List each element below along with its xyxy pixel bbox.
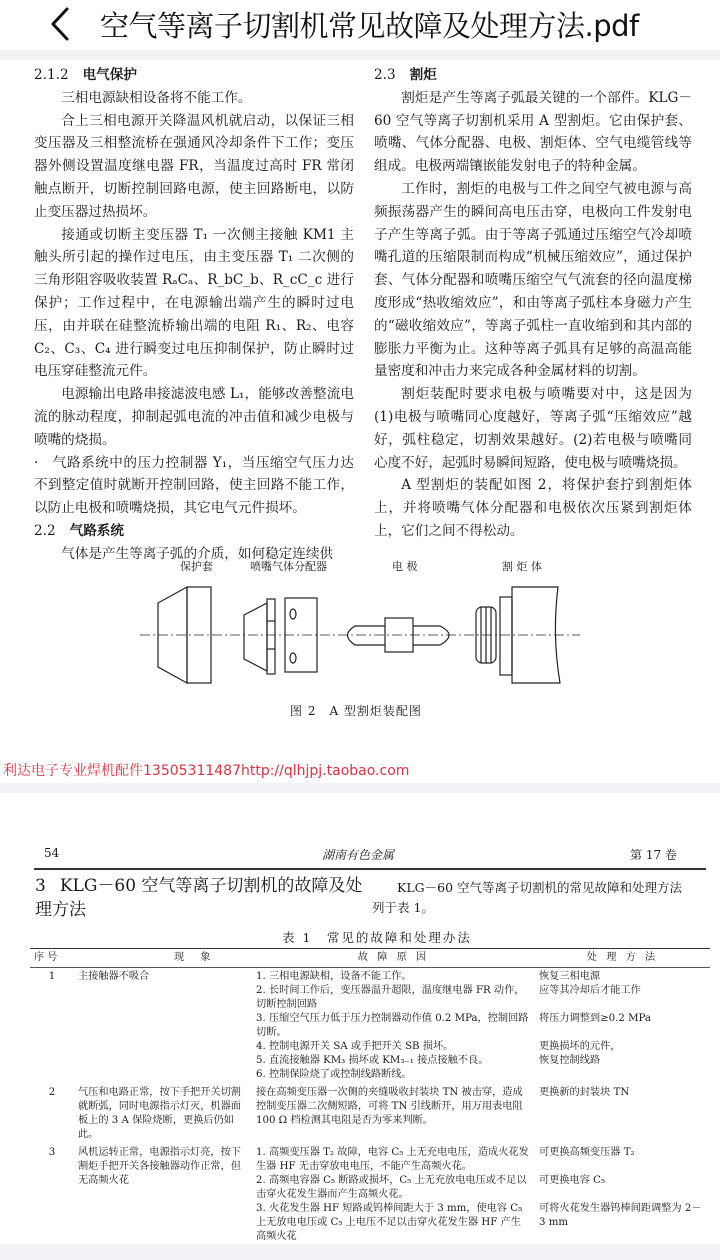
header-phenomenon: 现 象 (74, 949, 252, 968)
row-causes (252, 1084, 535, 1144)
table-caption: 表 1 常见的故障和处理办法 (282, 930, 472, 945)
viewer-top-bar (0, 0, 720, 50)
cause-item: 2. 高频电容器 C₅ 断路或损坏，C₅ 上无充放电电压或不足以击穿火花发生器而产生高频火花。 (256, 1175, 527, 1200)
section-heading-3: 3 KLG－60 空气等离子切割机的故障及处理方法 (35, 876, 363, 920)
row-causes (252, 968, 535, 1085)
fix-item (539, 1188, 706, 1202)
table-row (30, 1084, 710, 1144)
row-number: 2 (48, 1087, 56, 1098)
cause-item: 3. 火花发生器 HF 短路或钨棒间距大于 3 mm，使电容 C₅ 上无放电电压或 C₅ 上电压不足以击穿火花发生器 HF 产生高频火花 (256, 1203, 523, 1242)
page-separator (0, 783, 720, 793)
section-heading-2-3: 2.3 割炬 (374, 67, 437, 83)
row-number: 3 (48, 1147, 56, 1158)
paragraph: A 型割炬的装配如图 2，将保护套拧到割炬体上，并将喷嘴气体分配器和电极依次压紧到割炬体上，它们之间不得松动。 (374, 477, 692, 539)
back-button[interactable] (46, 6, 76, 42)
paragraph: 合上三相电源开关降温风机就启动，以保证三相变压器及三相整流桥在强通风冷却条件下工作；变压器外侧设置温度继电器 FR，当温度过高时 FR 常闭触点断开，切断控制回路电源，使主回路断电，以防止变压器过热损坏。 (34, 112, 354, 220)
fault-table-body (30, 968, 710, 1247)
cause-item: 3. 压缩空气压力低于压力控制器动作值 0.2 MPa，控制回路切断。 (256, 1013, 529, 1038)
cause-item: 1. 三相电源缺相，设备不能工作。 (256, 971, 412, 982)
fault-table (30, 948, 710, 1246)
paragraph: · 气路系统中的压力控制器 Y₁，当压缩空气压力达不到整定值时就断开控制回路，使主回路不能工作，以防止电极和喷嘴烧损，其它电气元件损坏。 (34, 454, 354, 517)
distributor-hole (290, 653, 296, 663)
nozzle-cone (244, 603, 267, 671)
fix-item (539, 1026, 706, 1040)
header-fix: 处 理 方 法 (535, 949, 710, 968)
nozzle-flange (267, 599, 275, 674)
figure-label-torch-body: 割 炬 体 (502, 560, 542, 573)
right-column (374, 64, 692, 543)
electrode-left-tip (348, 626, 386, 645)
table-row (30, 1144, 710, 1246)
table-row (30, 968, 710, 1085)
paragraph: 割炬装配时要求电极与喷嘴要对中，这是因为(1)电极与喷嘴同心度越好，等离子弧“压缩效应”越好，弧柱稳定，切割效果越好。(2)若电极与喷嘴同心度不好，起弧时易瞬间短路，使电极与喷嘴烧损。 (374, 386, 692, 471)
journal-name: 湖南有色金属 (322, 848, 395, 862)
cause-item: 接在高频变压器一次侧的夹缝吸收封装块 TN 被击穿，造成控制变压器二次侧短路，可将 TN 引线断开，用万用表电阻 100 Ω 档检测其电阻是否为零来判断。 (256, 1087, 523, 1126)
figure-label-nozzle-distributor: 喷嘴气体分配器 (250, 560, 327, 573)
fix-item: 可将火花发生器钨棒间距调整为 2－3 mm (539, 1203, 702, 1228)
paragraph: 接通或切断主变压器 T₁ 一次侧主接触 KM1 主触头所引起的操作过电压，由主变压器 T₁ 二次侧的三角形阻容吸收装置 RₐCₐ、R_bC_b、R_cC_c 进行保护；工作过程中，在电源输出端产生的瞬时过电压，由并联在硅整流桥输出端的电阻 R₁、R₂、电容 C₂、C₃、C₄ 进行瞬变过电压抑制保护，防止瞬时过电压穿硅整流元件。 (34, 226, 354, 380)
row-causes (252, 1144, 535, 1246)
header-rule (34, 868, 706, 870)
cause-item: 4. 控制电源开关 SA 或手把开关 SB 损坏。 (256, 1041, 454, 1052)
table-header-row (30, 949, 710, 968)
figure-label-shield: 保护套 (180, 560, 213, 573)
fix-item: 更换损坏的元件， (539, 1041, 621, 1052)
section-heading-2-1-2: 2.1.2 电气保护 (34, 67, 137, 83)
electrode-right-tip (413, 626, 449, 645)
row-fixes (535, 1144, 710, 1246)
cause-item: 5. 直流接触器 KM₃ 损坏或 KM₃₋₁ 接点接触不良。 (256, 1055, 489, 1066)
torch-seal-ring (500, 597, 512, 675)
row-phenomenon: 主接触器不吸合 (78, 971, 150, 982)
figure-label-electrode: 电 极 (392, 560, 418, 573)
left-column (34, 64, 354, 566)
fix-item: 可更换高频变压器 T₂ (539, 1147, 635, 1158)
paragraph: 气体是产生等离子弧的介质，如何稳定连续供 (61, 545, 334, 562)
fix-item: 将压力调整到≥0.2 MPa (539, 1013, 652, 1024)
fix-item: 可更换电容 C₅ (539, 1175, 606, 1186)
cause-item: 2. 长时间工作后，变压器温升超限，温度继电器 FR 动作，切断控制回路 (256, 985, 525, 1010)
header-cause: 故 障 原 因 (252, 949, 535, 968)
page-number: 54 (44, 846, 60, 860)
document-title: 空气等离子切割机常见故障及处理方法.pdf (100, 9, 639, 43)
figure-caption: 图 2 A 型割炬装配图 (290, 704, 422, 718)
distributor-hole (290, 609, 296, 619)
row-phenomenon: 风机运转正常，电源指示灯亮，按下割炬手把开关各接触器动作正常，但无高频火花 (78, 1147, 241, 1186)
watermark-ad-link[interactable]: 利达电子专业焊机配件13505311487http://qlhjpj.taobao.com (3, 763, 410, 779)
fix-item: 更换新的封装块 TN (539, 1087, 630, 1098)
fix-item (539, 998, 706, 1012)
paragraph: 割炬是产生等离子弧最关键的一个部件。KLG－60 空气等离子切割机采用 A 型割炬。它由保护套、喷嘴、气体分配器、电极、割炬体、空气电缆管线等组成。电极两端镶嵌能发射电子的特种金属。 (374, 89, 692, 175)
row-phenomenon: 气压和电路正常，按下手把开关切割就断弧，同时电源指示灯灭，机器面板上的 3 A 保险烧断，更换后仍如此。 (78, 1087, 241, 1140)
paragraph: 电源输出电路串接滤波电感 L₁，能够改善整流电流的脉动程度，抑制起弧电流的冲击值和减少电极与喷嘴的烧损。 (34, 386, 354, 448)
viewer-bottom-band (0, 1244, 720, 1260)
fix-item: 应等其冷却后才能工作 (539, 985, 641, 996)
row-fixes (535, 968, 710, 1085)
paragraph: 三相电源缺相设备将不能工作。 (61, 89, 252, 106)
row-fixes (535, 1084, 710, 1144)
cause-item: 1. 高频变压器 T₂ 故障，电容 C₅ 上无充电电压，造成火花发生器 HF 无击穿放电电压，不能产生高频火花。 (256, 1147, 529, 1172)
fix-item: 恢复控制线路 (539, 1055, 601, 1066)
row-number: 1 (48, 971, 56, 982)
fix-item: 恢复三相电源 (539, 971, 601, 982)
torch-assembly-diagram (140, 553, 590, 723)
page-separator (0, 50, 720, 60)
cause-item: 6. 控制保险烧了或控制线路断线。 (256, 1069, 412, 1080)
section-3-intro: KLG－60 空气等离子切割机的常见故障和处理方法列于表 1。 (372, 880, 683, 915)
paragraph: 工作时，割炬的电极与工件之间空气被电源与高频振荡器产生的瞬间高电压击穿，电极向工件发射电子产生等离子弧。由于等离子弧通过压缩空气冷却喷嘴孔道的压缩限制而构成“机械压缩效应”，通过保护套、气体分配器和喷嘴压缩空气气流套的径向温度梯度形成“热收缩效应”，和由等离子弧柱本身磁力产生的“磁收缩效应”，等离子弧柱一直收缩到和其内部的膨胀力平衡为止。这种等离子弧具有足够的高温高能量密度和冲击力来完成各种金属材料的切割。 (374, 180, 692, 380)
chevron-left-icon (46, 6, 76, 42)
section-heading-2-2: 2.2 气路系统 (34, 522, 124, 539)
volume-label: 第 17 卷 (630, 848, 677, 862)
fix-item (539, 1160, 706, 1174)
header-no: 序号 (30, 949, 74, 968)
